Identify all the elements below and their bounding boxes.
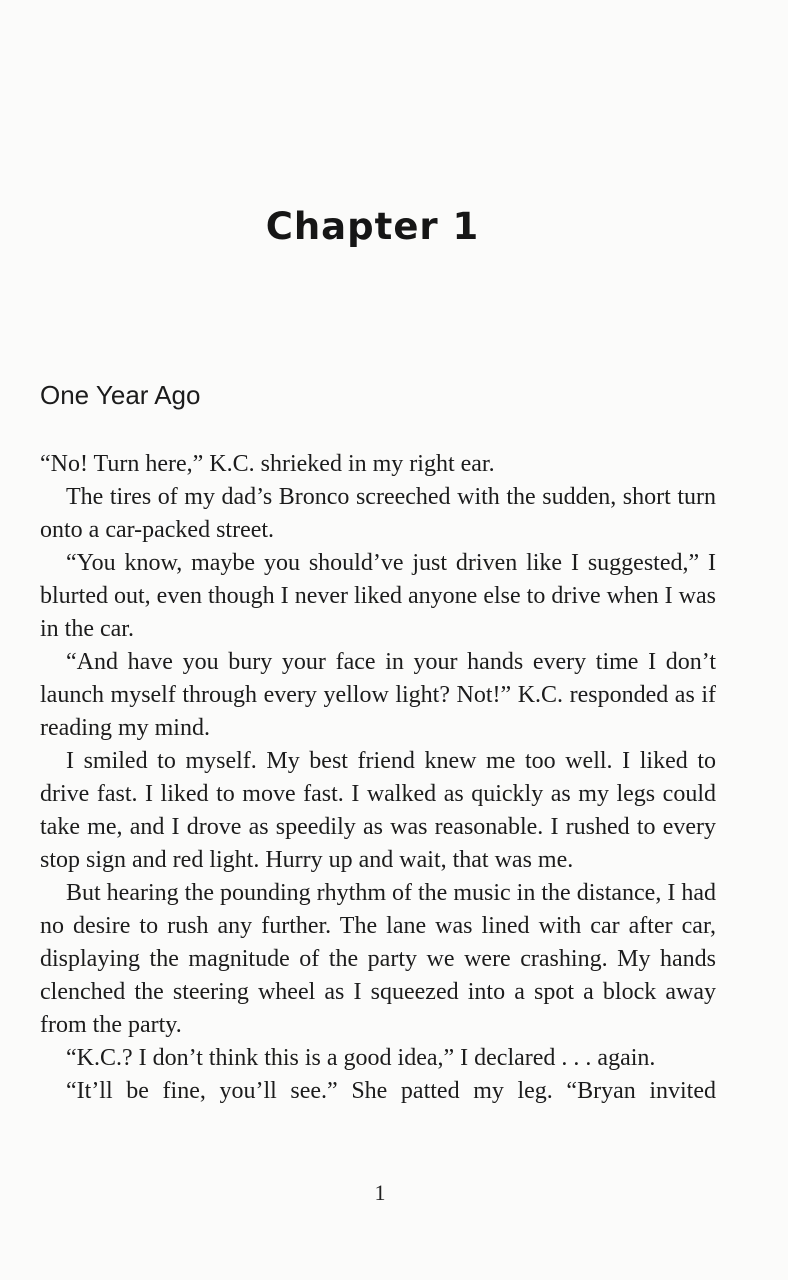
paragraph: “No! Turn here,” K.C. shrieked in my right ear. bbox=[40, 451, 495, 477]
paragraph: “You know, maybe you should’ve just driven like I suggested,” I blurted out, even though I never liked anyone else to drive when I was in the car. bbox=[40, 550, 716, 642]
paragraph: “It’ll be fine, you’ll see.” She patted my leg. “Bryan invited bbox=[66, 1078, 716, 1104]
page-number: 1 bbox=[374, 1180, 386, 1205]
paragraph: “K.C.? I don’t think this is a good idea,” I declared . . . again. bbox=[66, 1045, 656, 1071]
section-heading: One Year Ago bbox=[40, 380, 201, 410]
paragraph: I smiled to myself. My best friend knew me too well. I liked to drive fast. I liked to move fast. I walked as quickly as my legs could take me, and I drove as speedily as was reasonable. I rushed to every stop sign and red light. Hurry up and wait, that was me. bbox=[40, 748, 716, 873]
paragraph: “And have you bury your face in your hands every time I don’t launch myself through every yellow light? Not!” K.C. responded as if reading my mind. bbox=[40, 649, 716, 741]
chapter-title: Chapter 1 bbox=[265, 205, 480, 248]
paragraph: The tires of my dad’s Bronco screeched with the sudden, short turn onto a car-packed street. bbox=[40, 484, 716, 543]
paragraph: But hearing the pounding rhythm of the music in the distance, I had no desire to rush any further. The lane was lined with car after car, displaying the magnitude of the party we were crashing. My hands clenched the steering wheel as I squeezed into a spot a block away from the party. bbox=[40, 880, 716, 1038]
body-text bbox=[40, 448, 716, 1108]
